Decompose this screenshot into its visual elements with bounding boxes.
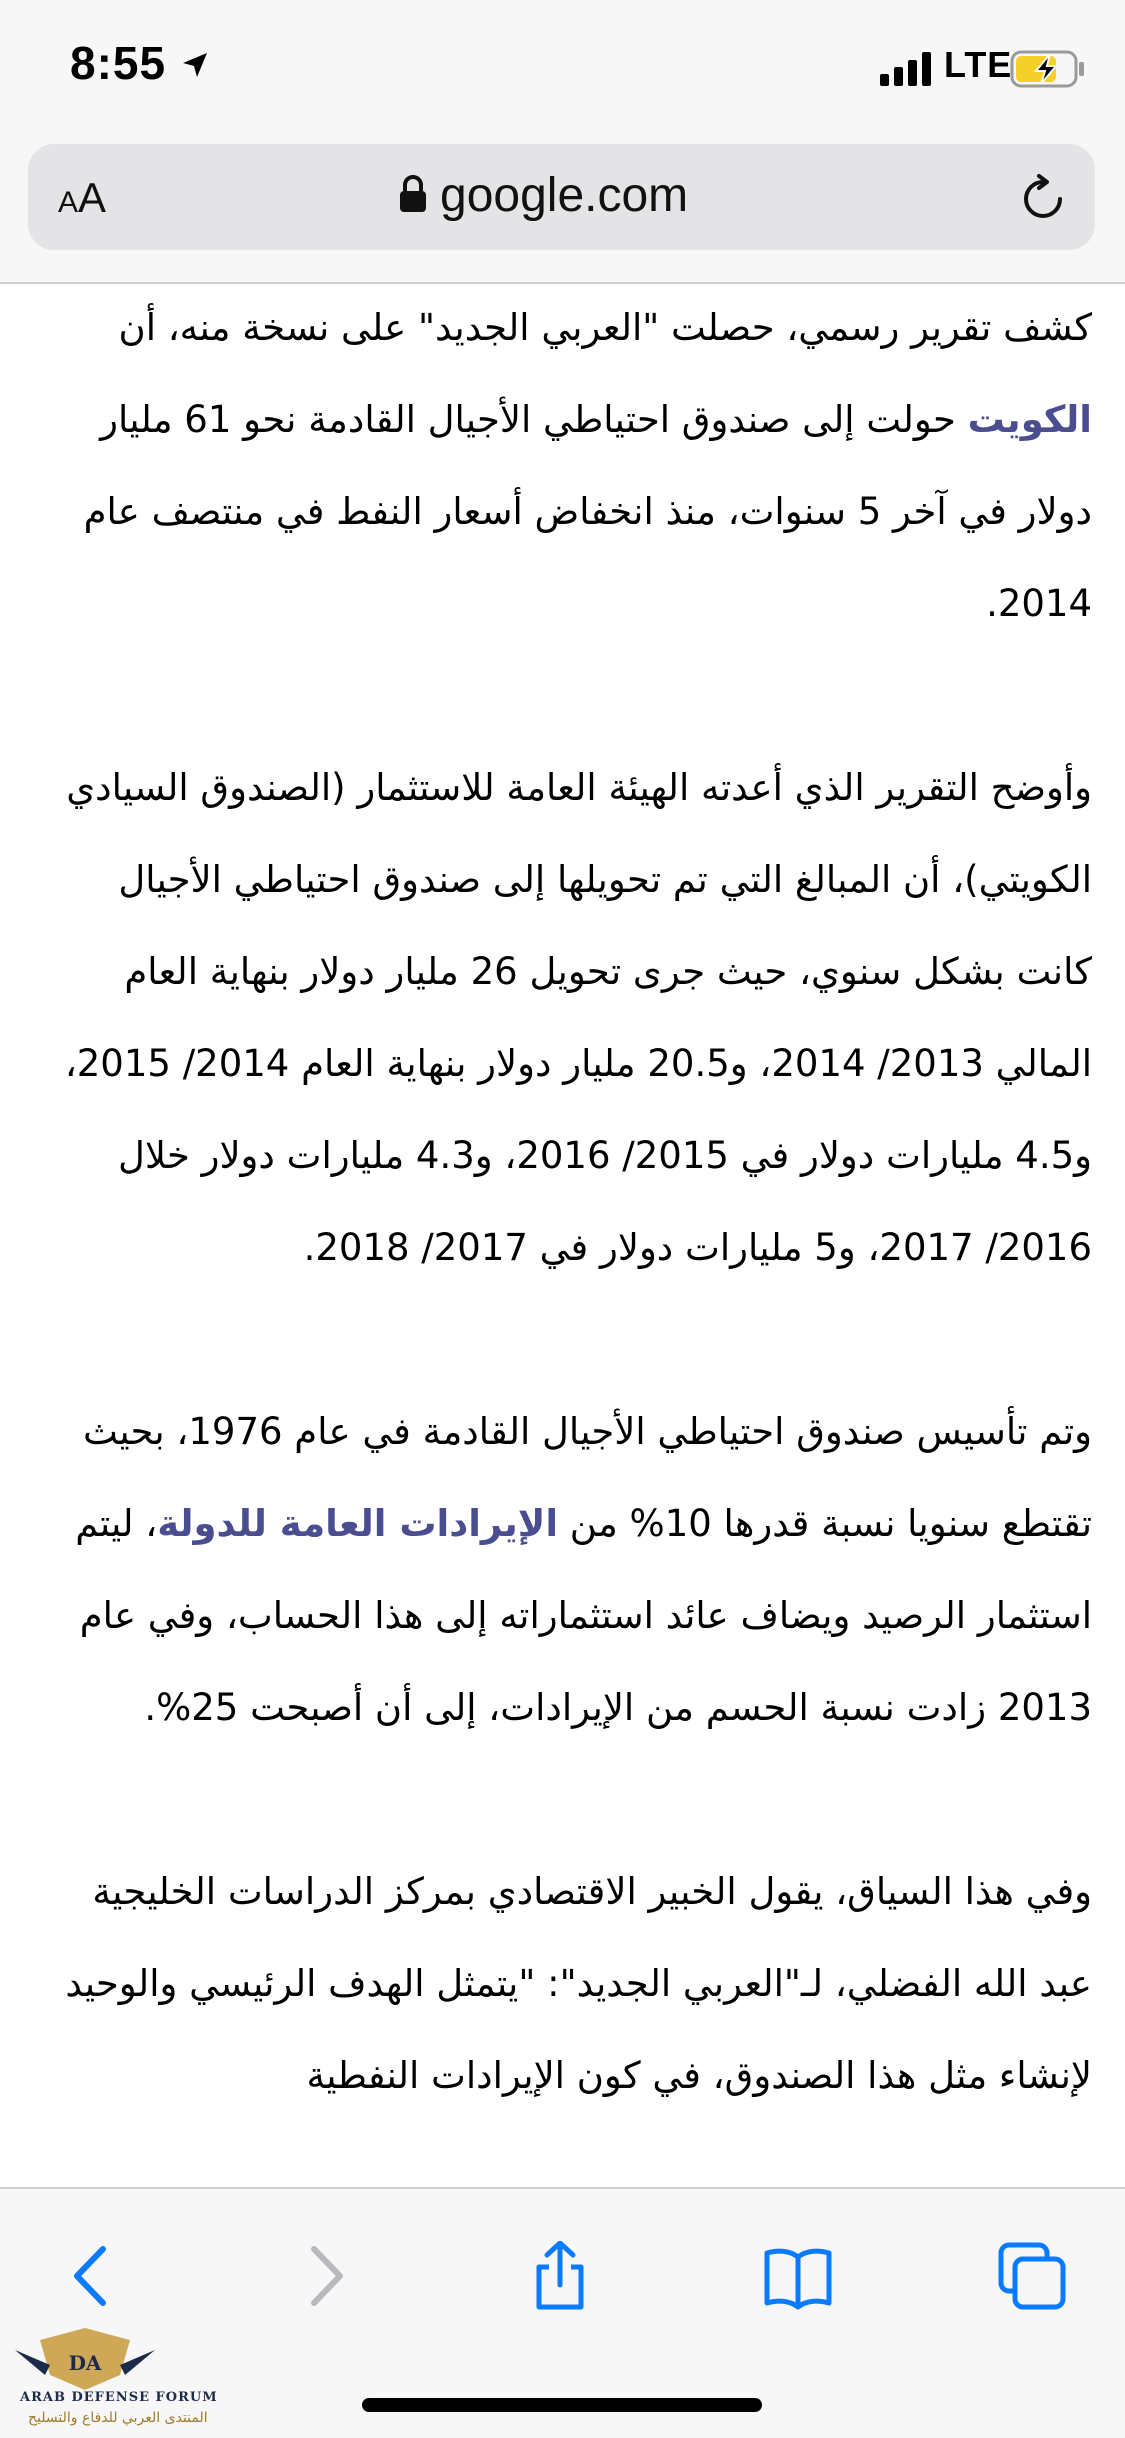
lock-icon	[398, 174, 428, 214]
network-type: LTE	[944, 44, 1013, 85]
reload-icon[interactable]	[1018, 174, 1068, 224]
cellular-signal-icon	[880, 52, 932, 86]
article-paragraph: كشف تقرير رسمي، حصلت "العربي الجديد" على نسخة منه، أن الكويت حولت إلى صندوق احتياطي الأجيال القادمة نحو 61 مليار دولار في آخر 5 سنوات، منذ انخفاض أسعار النفط في منتصف عام 2014.	[83, 306, 1092, 625]
status-time: 8:55	[70, 37, 167, 89]
text-size-button[interactable]: AA	[58, 174, 107, 221]
share-icon[interactable]	[525, 2241, 595, 2311]
home-indicator[interactable]	[362, 2398, 762, 2412]
bookmarks-icon[interactable]	[763, 2241, 833, 2311]
address-bar[interactable]	[28, 144, 1095, 250]
article-body	[38, 282, 1092, 2187]
location-arrow-icon	[180, 50, 210, 80]
url-text[interactable]: google.com	[440, 169, 689, 222]
article-paragraph: وفي هذا السياق، يقول الخبير الاقتصادي بمركز الدراسات الخليجية عبد الله الفضلي، لـ"العربي الجديد": "يتمثل الهدف الرئيسي والوحيد لإنشاء مثل هذا الصندوق، في كون الإيرادات النفطية	[65, 1870, 1092, 2097]
link-kuwait[interactable]: الكويت	[967, 398, 1092, 441]
status-bar	[0, 0, 1125, 140]
link-state-revenues[interactable]: الإيرادات العامة للدولة	[157, 1502, 559, 1545]
forward-icon[interactable]	[290, 2241, 360, 2311]
back-icon[interactable]	[57, 2241, 127, 2311]
article-paragraph: وأوضح التقرير الذي أعدته الهيئة العامة للاستثمار (الصندوق السيادي الكويتي)، أن المبالغ التي تم تحويلها إلى صندوق احتياطي الأجيال كانت بشكل سنوي، حيث جرى تحويل 26 مليار دولار بنهاية العام المالي 2013/ 2014، و20.5 مليار دولار بنهاية العام 2014/ 2015، و4.5 مليارات دولار في 2015/ 2016، و4.3 مليارات دولار خلال 2016/ 2017، و5 مليارات دولار في 2017/ 2018.	[64, 766, 1092, 1269]
forum-name-en: ARAB DEFENSE FORUM	[20, 2390, 218, 2405]
battery-charging-icon	[1010, 50, 1086, 88]
svg-text:DA: DA	[68, 2351, 102, 2375]
forum-name-ar: المنتدى العربي للدفاع والتسليح	[28, 2410, 208, 2426]
tabs-icon[interactable]	[997, 2241, 1067, 2311]
browser-address-area	[0, 120, 1125, 284]
article-paragraph: وتم تأسيس صندوق احتياطي الأجيال القادمة في عام 1976، بحيث تقتطع سنويا نسبة قدرها 10% من الإيرادات العامة للدولة، ليتم استثمار الرصيد ويضاف عائد استثماراته إلى هذا الحساب، وفي عام 2013 زادت نسبة الحسم من الإيرادات، إلى أن أصبحت 25%.	[75, 1410, 1092, 1729]
